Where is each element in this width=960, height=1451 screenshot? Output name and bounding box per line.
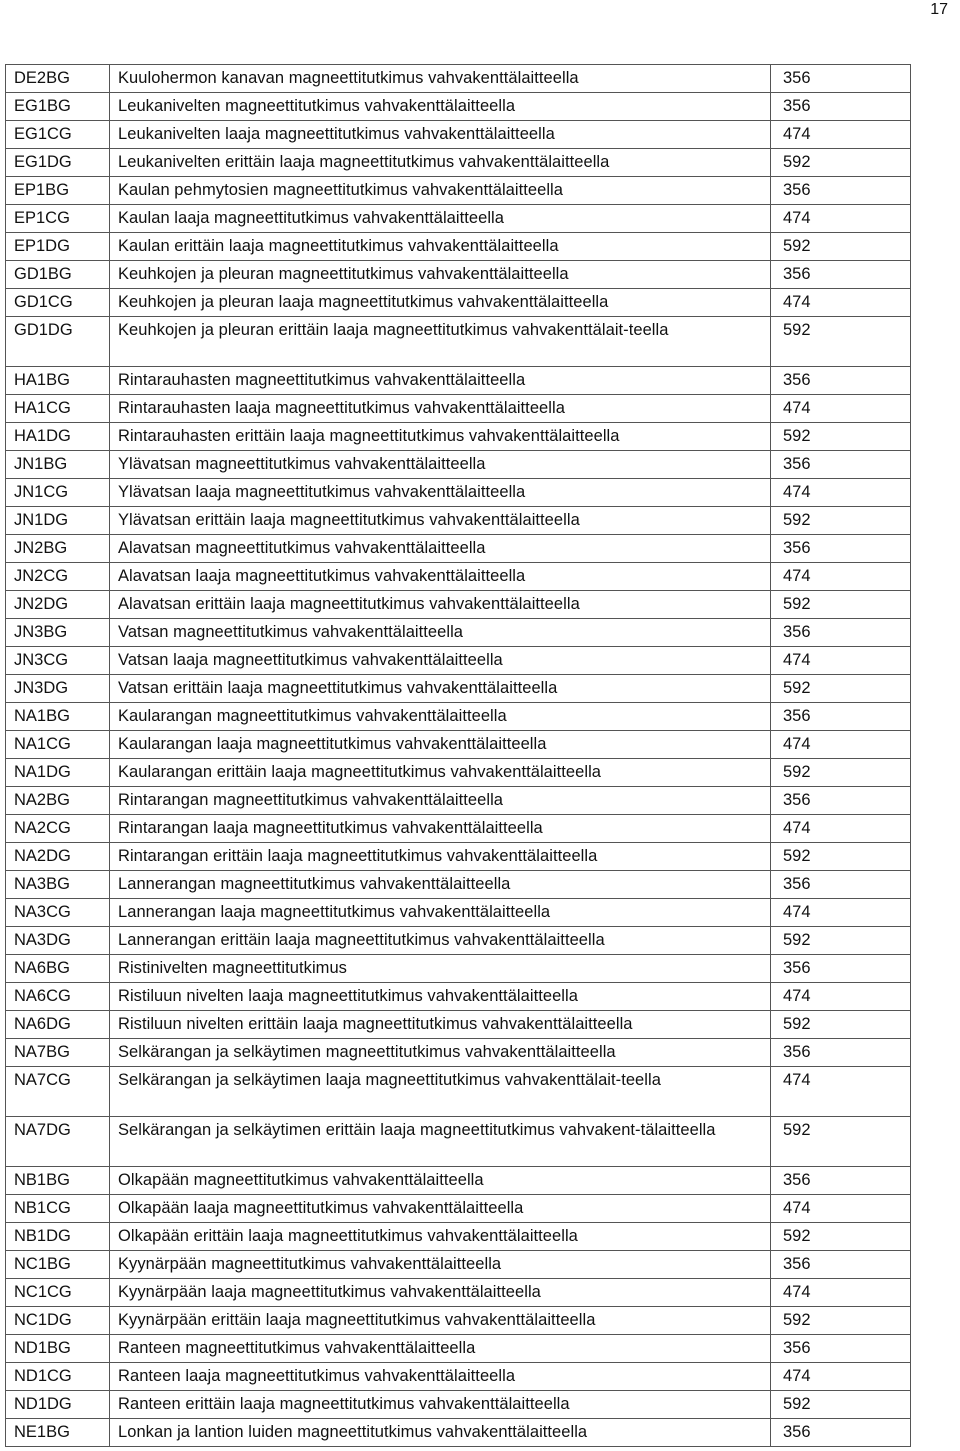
table-row xyxy=(6,563,911,591)
procedure-price: 592 xyxy=(771,843,911,871)
procedure-description: Leukanivelten laaja magneettitutkimus vahvakenttälaitteella xyxy=(110,121,771,149)
procedure-code: JN1BG xyxy=(6,451,110,479)
procedure-description: Kyynärpään erittäin laaja magneettitutkimus vahvakenttälaitteella xyxy=(110,1307,771,1335)
procedure-description: Keuhkojen ja pleuran erittäin laaja magneettitutkimus vahvakenttälait-teella xyxy=(110,317,771,367)
procedure-description: Kaularangan magneettitutkimus vahvakenttälaitteella xyxy=(110,703,771,731)
procedure-description: Ylävatsan erittäin laaja magneettitutkimus vahvakenttälaitteella xyxy=(110,507,771,535)
procedure-code: GD1CG xyxy=(6,289,110,317)
procedure-description: Ranteen erittäin laaja magneettitutkimus vahvakenttälaitteella xyxy=(110,1391,771,1419)
procedure-price: 592 xyxy=(771,675,911,703)
table-row xyxy=(6,507,911,535)
procedure-code: HA1BG xyxy=(6,367,110,395)
procedure-description: Rintarauhasten laaja magneettitutkimus vahvakenttälaitteella xyxy=(110,395,771,423)
procedure-price: 474 xyxy=(771,983,911,1011)
procedure-description: Lannerangan erittäin laaja magneettitutkimus vahvakenttälaitteella xyxy=(110,927,771,955)
procedure-code: GD1DG xyxy=(6,317,110,367)
procedure-price: 356 xyxy=(771,93,911,121)
table-row xyxy=(6,899,911,927)
procedure-price: 474 xyxy=(771,899,911,927)
procedure-description: Selkärangan ja selkäytimen laaja magneettitutkimus vahvakenttälait-teella xyxy=(110,1067,771,1117)
procedure-price: 592 xyxy=(771,1117,911,1167)
table-row xyxy=(6,1195,911,1223)
procedure-price: 356 xyxy=(771,261,911,289)
table-row xyxy=(6,535,911,563)
table-row xyxy=(6,367,911,395)
procedure-price: 356 xyxy=(771,1251,911,1279)
procedure-code: EP1BG xyxy=(6,177,110,205)
procedure-price: 474 xyxy=(771,1067,911,1117)
procedure-description: Alavatsan erittäin laaja magneettitutkimus vahvakenttälaitteella xyxy=(110,591,771,619)
procedure-description: Olkapään erittäin laaja magneettitutkimus vahvakenttälaitteella xyxy=(110,1223,771,1251)
table-row xyxy=(6,1039,911,1067)
procedure-description: Lonkan ja lantion luiden magneettitutkimus vahvakenttälaitteella xyxy=(110,1419,771,1447)
procedure-description: Vatsan laaja magneettitutkimus vahvakenttälaitteella xyxy=(110,647,771,675)
procedure-price: 592 xyxy=(771,1011,911,1039)
procedure-price: 356 xyxy=(771,1039,911,1067)
table-row xyxy=(6,1335,911,1363)
procedure-price: 356 xyxy=(771,619,911,647)
procedure-code: ND1BG xyxy=(6,1335,110,1363)
table-row xyxy=(6,647,911,675)
table-row xyxy=(6,703,911,731)
table-row xyxy=(6,591,911,619)
procedure-description: Rintarangan laaja magneettitutkimus vahvakenttälaitteella xyxy=(110,815,771,843)
procedure-description: Keuhkojen ja pleuran laaja magneettitutkimus vahvakenttälaitteella xyxy=(110,289,771,317)
table-row xyxy=(6,205,911,233)
table-row xyxy=(6,1117,911,1167)
procedure-price: 356 xyxy=(771,1335,911,1363)
procedure-code: ND1DG xyxy=(6,1391,110,1419)
table-row xyxy=(6,675,911,703)
table-row xyxy=(6,1011,911,1039)
procedure-code: HA1CG xyxy=(6,395,110,423)
procedure-description: Kaularangan laaja magneettitutkimus vahvakenttälaitteella xyxy=(110,731,771,759)
table-row xyxy=(6,1419,911,1447)
table-row xyxy=(6,451,911,479)
procedure-code: NC1DG xyxy=(6,1307,110,1335)
procedure-price: 474 xyxy=(771,1279,911,1307)
procedure-description: Ranteen magneettitutkimus vahvakenttälaitteella xyxy=(110,1335,771,1363)
procedure-code: JN1CG xyxy=(6,479,110,507)
table-row xyxy=(6,121,911,149)
procedure-price: 474 xyxy=(771,121,911,149)
procedure-price: 474 xyxy=(771,563,911,591)
procedure-price: 592 xyxy=(771,759,911,787)
procedure-code: DE2BG xyxy=(6,65,110,93)
procedure-price: 474 xyxy=(771,289,911,317)
procedure-code: NA1BG xyxy=(6,703,110,731)
table-row xyxy=(6,423,911,451)
procedure-price: 592 xyxy=(771,317,911,367)
procedure-price: 356 xyxy=(771,787,911,815)
table-row xyxy=(6,1363,911,1391)
procedure-code: NC1BG xyxy=(6,1251,110,1279)
procedure-price: 356 xyxy=(771,451,911,479)
table-row xyxy=(6,955,911,983)
table-row xyxy=(6,871,911,899)
table-row xyxy=(6,1391,911,1419)
table-row xyxy=(6,395,911,423)
procedure-code: EG1BG xyxy=(6,93,110,121)
table-row xyxy=(6,927,911,955)
procedure-code: NA3BG xyxy=(6,871,110,899)
procedure-description: Keuhkojen ja pleuran magneettitutkimus vahvakenttälaitteella xyxy=(110,261,771,289)
procedure-description: Leukanivelten magneettitutkimus vahvakenttälaitteella xyxy=(110,93,771,121)
procedure-code: EG1DG xyxy=(6,149,110,177)
procedure-code: NA2BG xyxy=(6,787,110,815)
procedure-description: Ylävatsan magneettitutkimus vahvakenttälaitteella xyxy=(110,451,771,479)
table-row xyxy=(6,1307,911,1335)
procedure-description: Leukanivelten erittäin laaja magneettitutkimus vahvakenttälaitteella xyxy=(110,149,771,177)
procedure-description: Kaulan erittäin laaja magneettitutkimus vahvakenttälaitteella xyxy=(110,233,771,261)
table-row xyxy=(6,983,911,1011)
table-row xyxy=(6,1067,911,1117)
table-row xyxy=(6,233,911,261)
procedure-price: 356 xyxy=(771,177,911,205)
procedure-price: 592 xyxy=(771,591,911,619)
procedure-description: Kyynärpään laaja magneettitutkimus vahvakenttälaitteella xyxy=(110,1279,771,1307)
procedure-code: NB1BG xyxy=(6,1167,110,1195)
procedure-price: 356 xyxy=(771,871,911,899)
procedure-code: NA7DG xyxy=(6,1117,110,1167)
procedure-code: NE1BG xyxy=(6,1419,110,1447)
procedure-code: HA1DG xyxy=(6,423,110,451)
table-row xyxy=(6,317,911,367)
procedure-price: 474 xyxy=(771,647,911,675)
procedure-description: Selkärangan ja selkäytimen magneettitutkimus vahvakenttälaitteella xyxy=(110,1039,771,1067)
procedure-price: 474 xyxy=(771,815,911,843)
procedure-price: 592 xyxy=(771,1391,911,1419)
procedure-code: NA6DG xyxy=(6,1011,110,1039)
procedure-code: NA6BG xyxy=(6,955,110,983)
procedure-price: 592 xyxy=(771,1223,911,1251)
procedure-description: Rintarauhasten magneettitutkimus vahvakenttälaitteella xyxy=(110,367,771,395)
procedure-price: 474 xyxy=(771,205,911,233)
procedure-code: NC1CG xyxy=(6,1279,110,1307)
procedure-code: JN3DG xyxy=(6,675,110,703)
procedure-code: NB1CG xyxy=(6,1195,110,1223)
procedure-description: Olkapään laaja magneettitutkimus vahvakenttälaitteella xyxy=(110,1195,771,1223)
procedure-price: 356 xyxy=(771,65,911,93)
procedure-description: Rintarangan erittäin laaja magneettitutkimus vahvakenttälaitteella xyxy=(110,843,771,871)
procedure-code: EP1DG xyxy=(6,233,110,261)
table-row xyxy=(6,93,911,121)
procedure-code: NA1DG xyxy=(6,759,110,787)
procedure-code: JN2CG xyxy=(6,563,110,591)
table-row xyxy=(6,289,911,317)
procedure-code: NA3DG xyxy=(6,927,110,955)
procedure-code: EG1CG xyxy=(6,121,110,149)
table-row xyxy=(6,619,911,647)
procedure-price: 474 xyxy=(771,479,911,507)
procedure-price: 356 xyxy=(771,955,911,983)
procedure-code: NA1CG xyxy=(6,731,110,759)
procedure-description: Alavatsan magneettitutkimus vahvakenttälaitteella xyxy=(110,535,771,563)
procedure-code: JN3CG xyxy=(6,647,110,675)
table-row xyxy=(6,1251,911,1279)
procedure-price: 592 xyxy=(771,927,911,955)
procedure-code: JN2BG xyxy=(6,535,110,563)
procedure-code: NB1DG xyxy=(6,1223,110,1251)
table-row xyxy=(6,1223,911,1251)
procedure-code: JN3BG xyxy=(6,619,110,647)
procedure-description: Ylävatsan laaja magneettitutkimus vahvakenttälaitteella xyxy=(110,479,771,507)
procedure-price: 592 xyxy=(771,149,911,177)
procedure-description: Alavatsan laaja magneettitutkimus vahvakenttälaitteella xyxy=(110,563,771,591)
procedure-price: 592 xyxy=(771,507,911,535)
page-number: 17 xyxy=(930,1,948,18)
procedure-price: 356 xyxy=(771,1167,911,1195)
procedure-code: EP1CG xyxy=(6,205,110,233)
procedure-code: NA3CG xyxy=(6,899,110,927)
procedure-price: 474 xyxy=(771,1363,911,1391)
table-row xyxy=(6,843,911,871)
procedure-price: 474 xyxy=(771,1195,911,1223)
procedure-description: Lannerangan laaja magneettitutkimus vahvakenttälaitteella xyxy=(110,899,771,927)
table-row xyxy=(6,1167,911,1195)
table-row xyxy=(6,479,911,507)
procedure-code: JN1DG xyxy=(6,507,110,535)
table-row xyxy=(6,65,911,93)
procedure-price-table xyxy=(5,64,911,1447)
table-row xyxy=(6,1279,911,1307)
procedure-code: NA2CG xyxy=(6,815,110,843)
procedure-description: Kyynärpään magneettitutkimus vahvakenttälaitteella xyxy=(110,1251,771,1279)
table-row xyxy=(6,149,911,177)
procedure-price: 474 xyxy=(771,731,911,759)
procedure-description: Rintarangan magneettitutkimus vahvakenttälaitteella xyxy=(110,787,771,815)
procedure-description: Vatsan erittäin laaja magneettitutkimus vahvakenttälaitteella xyxy=(110,675,771,703)
procedure-code: GD1BG xyxy=(6,261,110,289)
table-row xyxy=(6,731,911,759)
procedure-price: 356 xyxy=(771,703,911,731)
procedure-code: NA6CG xyxy=(6,983,110,1011)
procedure-price: 356 xyxy=(771,1419,911,1447)
table-body xyxy=(6,65,911,1447)
procedure-description: Lannerangan magneettitutkimus vahvakenttälaitteella xyxy=(110,871,771,899)
procedure-description: Kaulan laaja magneettitutkimus vahvakenttälaitteella xyxy=(110,205,771,233)
procedure-description: Ranteen laaja magneettitutkimus vahvakenttälaitteella xyxy=(110,1363,771,1391)
procedure-description: Olkapään magneettitutkimus vahvakenttälaitteella xyxy=(110,1167,771,1195)
procedure-code: NA2DG xyxy=(6,843,110,871)
procedure-price: 592 xyxy=(771,423,911,451)
procedure-code: ND1CG xyxy=(6,1363,110,1391)
procedure-description: Rintarauhasten erittäin laaja magneettitutkimus vahvakenttälaitteella xyxy=(110,423,771,451)
procedure-price: 592 xyxy=(771,233,911,261)
procedure-price: 356 xyxy=(771,367,911,395)
procedure-price: 474 xyxy=(771,395,911,423)
procedure-description: Kaularangan erittäin laaja magneettitutkimus vahvakenttälaitteella xyxy=(110,759,771,787)
table-row xyxy=(6,787,911,815)
table-row xyxy=(6,759,911,787)
procedure-price: 356 xyxy=(771,535,911,563)
procedure-price: 592 xyxy=(771,1307,911,1335)
table-row xyxy=(6,177,911,205)
procedure-description: Kuulohermon kanavan magneettitutkimus vahvakenttälaitteella xyxy=(110,65,771,93)
procedure-description: Kaulan pehmytosien magneettitutkimus vahvakenttälaitteella xyxy=(110,177,771,205)
procedure-code: NA7BG xyxy=(6,1039,110,1067)
procedure-description: Ristiluun nivelten erittäin laaja magneettitutkimus vahvakenttälaitteella xyxy=(110,1011,771,1039)
table-row xyxy=(6,261,911,289)
procedure-description: Vatsan magneettitutkimus vahvakenttälaitteella xyxy=(110,619,771,647)
procedure-description: Ristinivelten magneettitutkimus xyxy=(110,955,771,983)
procedure-code: JN2DG xyxy=(6,591,110,619)
procedure-description: Selkärangan ja selkäytimen erittäin laaja magneettitutkimus vahvakent-tälaitteella xyxy=(110,1117,771,1167)
procedure-description: Ristiluun nivelten laaja magneettitutkimus vahvakenttälaitteella xyxy=(110,983,771,1011)
procedure-code: NA7CG xyxy=(6,1067,110,1117)
table-row xyxy=(6,815,911,843)
